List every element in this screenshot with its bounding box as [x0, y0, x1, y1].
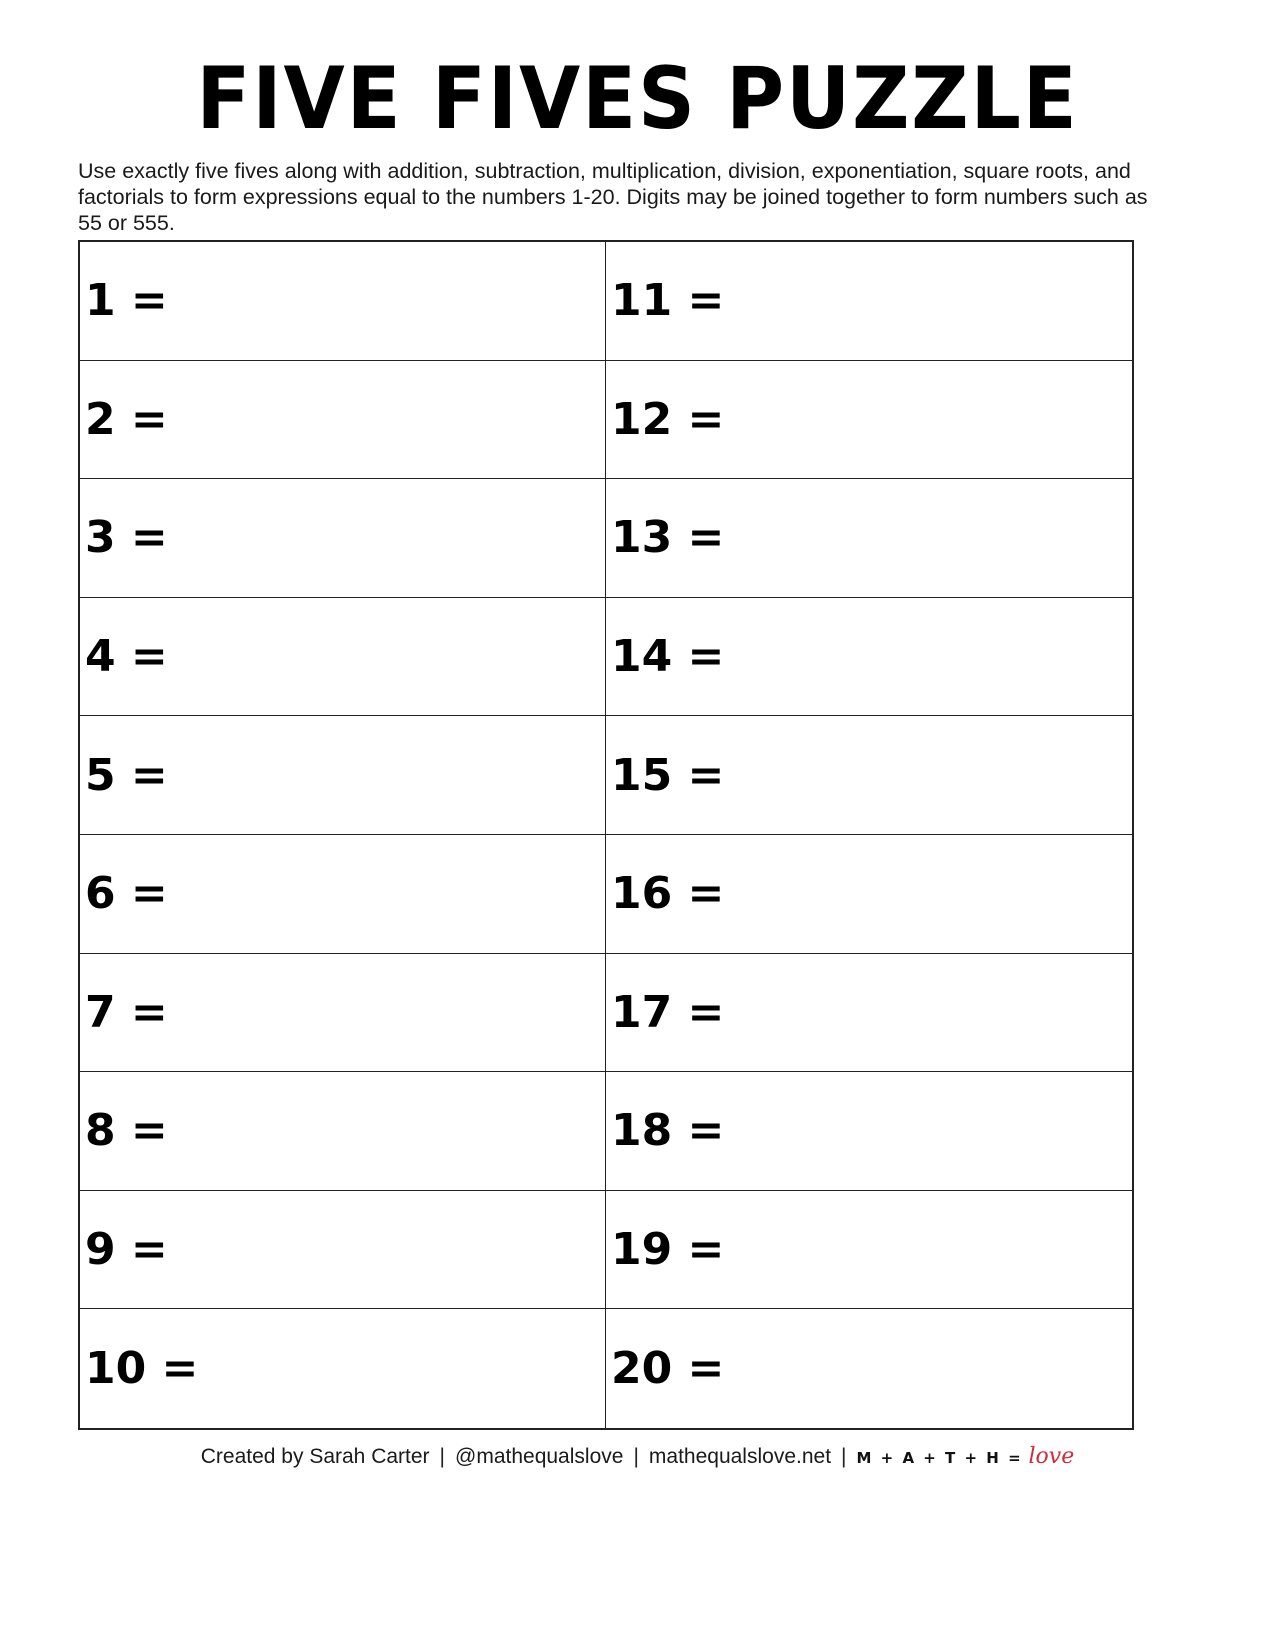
brand-love-script: love	[1028, 1444, 1075, 1469]
answer-cell[interactable]: 12 =	[606, 361, 1132, 480]
brand-logo	[857, 1444, 1075, 1469]
answer-cell[interactable]: 19 =	[606, 1191, 1132, 1310]
answer-cell[interactable]: 18 =	[606, 1072, 1132, 1191]
answer-cell[interactable]: 8 =	[80, 1072, 606, 1191]
answer-cell[interactable]: 15 =	[606, 716, 1132, 835]
footer-credit: Created by Sarah Carter	[200, 1444, 430, 1468]
footer-separator: |	[439, 1444, 446, 1468]
answer-cell[interactable]: 17 =	[606, 954, 1132, 1073]
answer-cell[interactable]: 20 =	[611, 1343, 725, 1395]
answer-cell[interactable]: 5 =	[80, 716, 606, 835]
answer-cell[interactable]: 4 =	[80, 598, 606, 717]
answer-grid	[78, 240, 1134, 1430]
answer-cell[interactable]: 7 =	[80, 954, 606, 1073]
instructions: Use exactly five fives along with addition, subtraction, multiplication, division, exponentiation, square roots, and factorials to form expressions equal to the numbers 1-20. Digits may be joined together to form numbers such as 55 or 555.	[78, 159, 1148, 235]
answer-cell[interactable]: 3 =	[80, 479, 606, 598]
answer-cell[interactable]: 16 =	[606, 835, 1132, 954]
answer-cell[interactable]: 9 =	[80, 1191, 606, 1310]
answer-cell[interactable]: 14 =	[606, 598, 1132, 717]
footer-website: mathequalslove.net	[648, 1444, 832, 1468]
answer-cell[interactable]: 13 =	[606, 479, 1132, 598]
footer-separator: |	[841, 1444, 847, 1468]
page-title: FIVE FIVES PUZZLE	[196, 49, 1079, 149]
footer-separator: |	[633, 1444, 639, 1468]
footer	[0, 1444, 1275, 1469]
answer-cell[interactable]: 10 =	[80, 1309, 606, 1428]
answer-cell[interactable]: 2 =	[80, 361, 606, 480]
answer-cell[interactable]: 6 =	[80, 835, 606, 954]
answer-cell[interactable]: 1 =	[80, 242, 606, 361]
footer-handle: @mathequalslove	[455, 1444, 624, 1468]
brand-math-text: M + A + T + H =	[856, 1449, 1023, 1467]
answer-cell[interactable]: 11 =	[606, 242, 1132, 361]
